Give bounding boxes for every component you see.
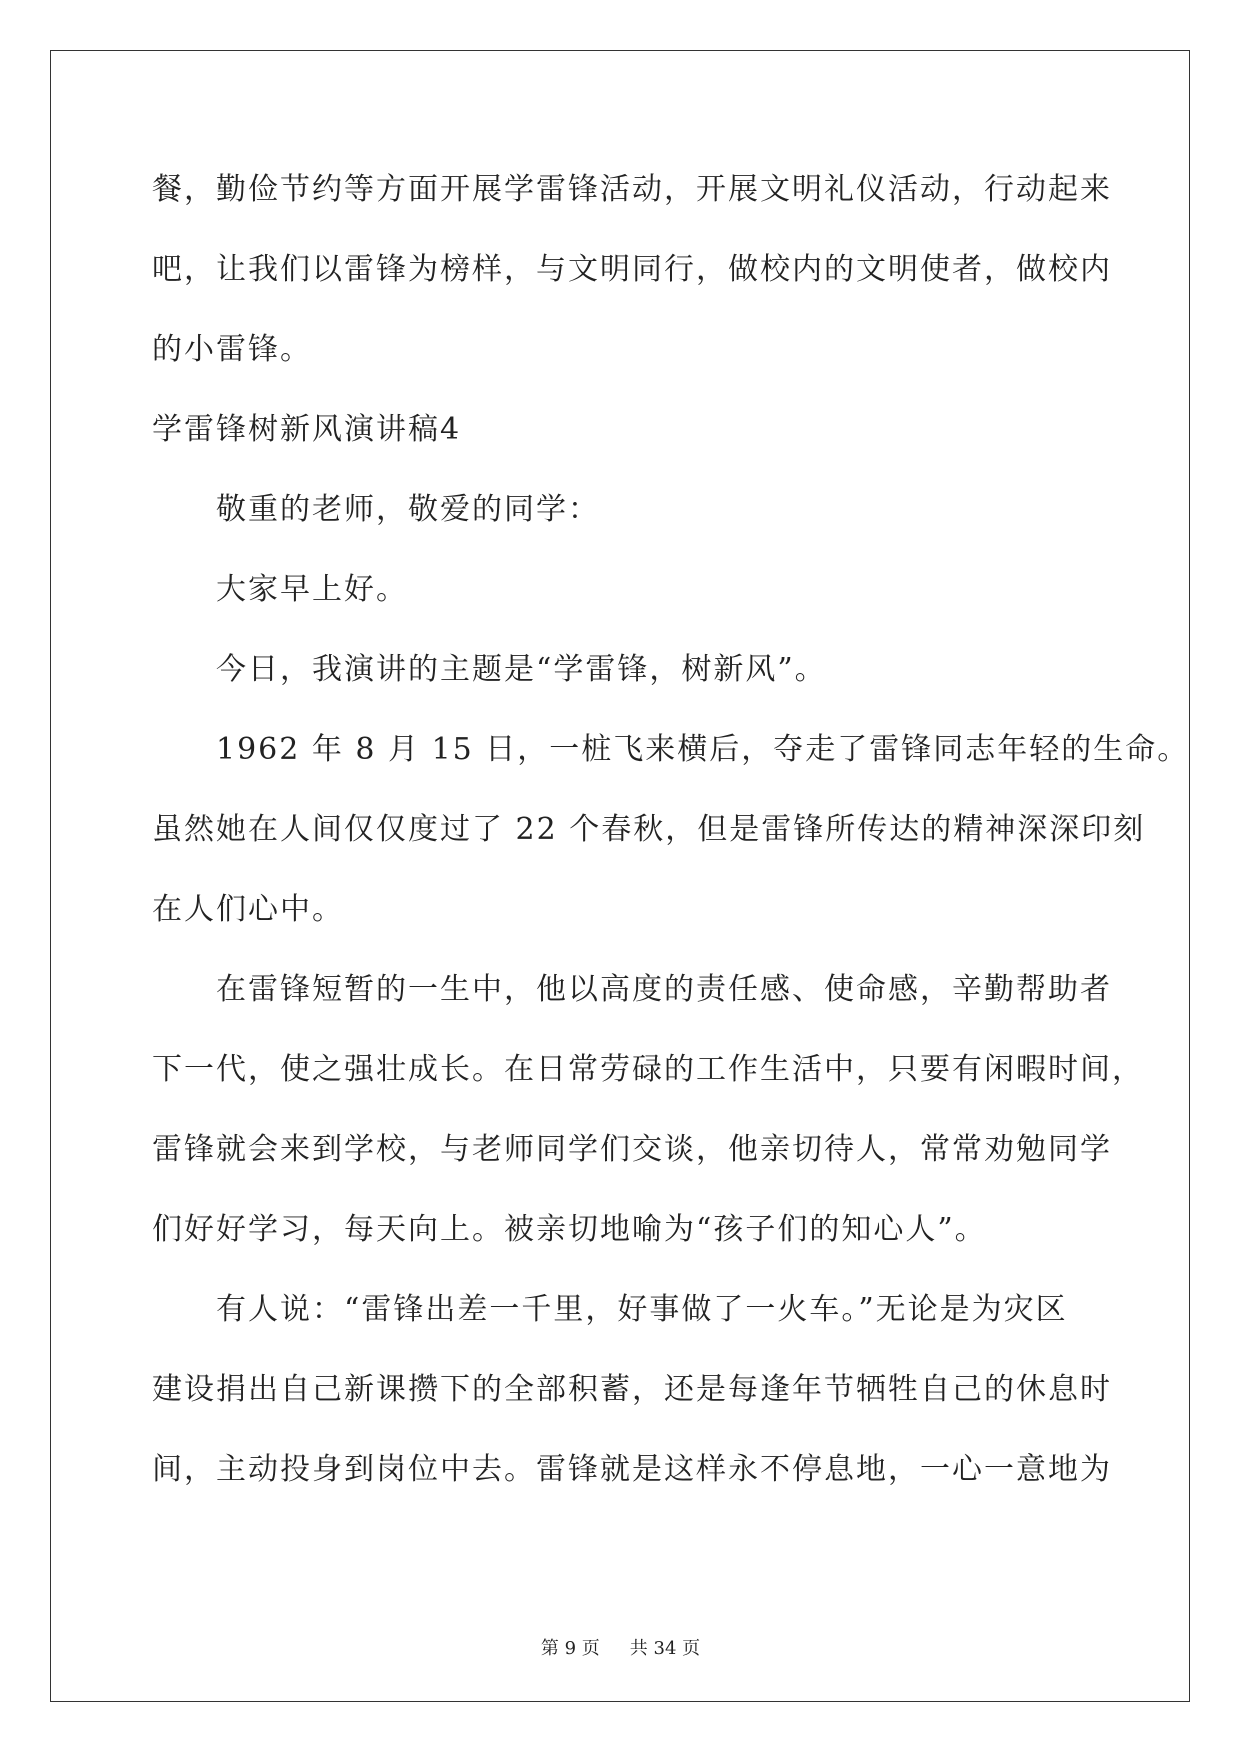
document-body bbox=[152, 150, 1190, 1510]
page-total: 共 34 页 bbox=[629, 1638, 701, 1659]
paragraph-line: 今日，我演讲的主题是“学雷锋，树新风”。 bbox=[216, 652, 827, 687]
paragraph-line: 建设捐出自己新课攒下的全部积蓄，还是每逢年节牺牲自己的休息时 bbox=[152, 1372, 1112, 1407]
salutation: 敬重的老师，敬爱的同学： bbox=[216, 492, 600, 527]
paragraph-line: 有人说：“雷锋出差一千里，好事做了一火车。”无论是为灾区 bbox=[216, 1292, 1068, 1327]
paragraph-line: 下一代，使之强壮成长。在日常劳碌的工作生活中，只要有闲暇时间， bbox=[152, 1052, 1144, 1087]
page-footer bbox=[0, 1634, 1241, 1660]
page-number: 第 9 页 bbox=[540, 1638, 600, 1659]
paragraph-line: 虽然她在人间仅仅度过了 22 个春秋，但是雷锋所传达的精神深深印刻 bbox=[152, 812, 1146, 847]
paragraph-line: 间，主动投身到岗位中去。雷锋就是这样永不停息地，一心一意地为 bbox=[152, 1452, 1112, 1487]
paragraph-line: 在雷锋短暂的一生中，他以高度的责任感、使命感，辛勤帮助者 bbox=[216, 972, 1112, 1007]
paragraph-line: 餐，勤俭节约等方面开展学雷锋活动，开展文明礼仪活动，行动起来 bbox=[152, 172, 1112, 207]
paragraph-line: 雷锋就会来到学校，与老师同学们交谈，他亲切待人，常常劝勉同学 bbox=[152, 1132, 1112, 1167]
paragraph-line: 在人们心中。 bbox=[152, 892, 344, 927]
paragraph-line: 的小雷锋。 bbox=[152, 332, 312, 367]
paragraph-line: 吧，让我们以雷锋为榜样，与文明同行，做校内的文明使者，做校内 bbox=[152, 252, 1112, 287]
paragraph-line: 1962 年 8 月 15 日，一桩飞来横后，夺走了雷锋同志年轻的生命。 bbox=[216, 732, 1190, 767]
paragraph-line: 们好好学习，每天向上。被亲切地喻为“孩子们的知心人”。 bbox=[152, 1212, 987, 1247]
greeting: 大家早上好。 bbox=[216, 572, 408, 607]
section-heading: 学雷锋树新风演讲稿4 bbox=[152, 412, 462, 447]
